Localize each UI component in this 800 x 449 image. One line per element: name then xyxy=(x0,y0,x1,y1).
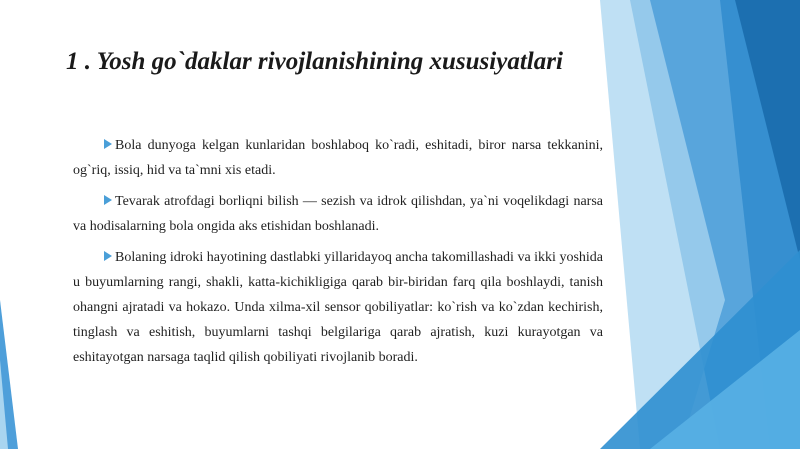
paragraph-1 xyxy=(73,133,603,183)
paragraph-text: Bola dunyoga kelgan kunlaridan boshlaboq ko`radi, eshitadi, biror narsa tekkanini, og`riq, issiq, hid va ta`mni xis etadi. xyxy=(73,138,603,178)
triangle-right-icon xyxy=(104,251,112,261)
slide-body xyxy=(73,133,603,376)
triangle-right-icon xyxy=(104,195,112,205)
paragraph-text: Tevarak atrofdagi borliqni bilish — sezish va idrok qilishdan, ya`ni voqelikdagi narsa va hodisalarning bola ongida aks etishidan boshlanadi. xyxy=(73,194,603,234)
paragraph-2 xyxy=(73,189,603,239)
triangle-right-icon xyxy=(104,139,112,149)
slide-title: 1 . Yosh go`daklar rivojlanishining xususiyatlari xyxy=(66,48,563,75)
paragraph-3 xyxy=(73,245,603,370)
paragraph-text: Bolaning idroki hayotining dastlabki yillaridayoq ancha takomillashadi va ikki yoshida u buyumlarning rangi, shakli, katta-kichikligiga qarab bir-biridan farq qila boshlaydi, tanish ohangni ajratadi va hokazo. Unda xilma-xil sensor qobiliyatlar: ko`rish va ko`zdan kechirish, tinglash va eshitish, buyumlarni tashqi belgilariga qarab ajratish, kuzi kurayotgan va eshitayotgan narsaga taqlid qilish qobiliyati rivojlanib boradi. xyxy=(73,250,603,365)
